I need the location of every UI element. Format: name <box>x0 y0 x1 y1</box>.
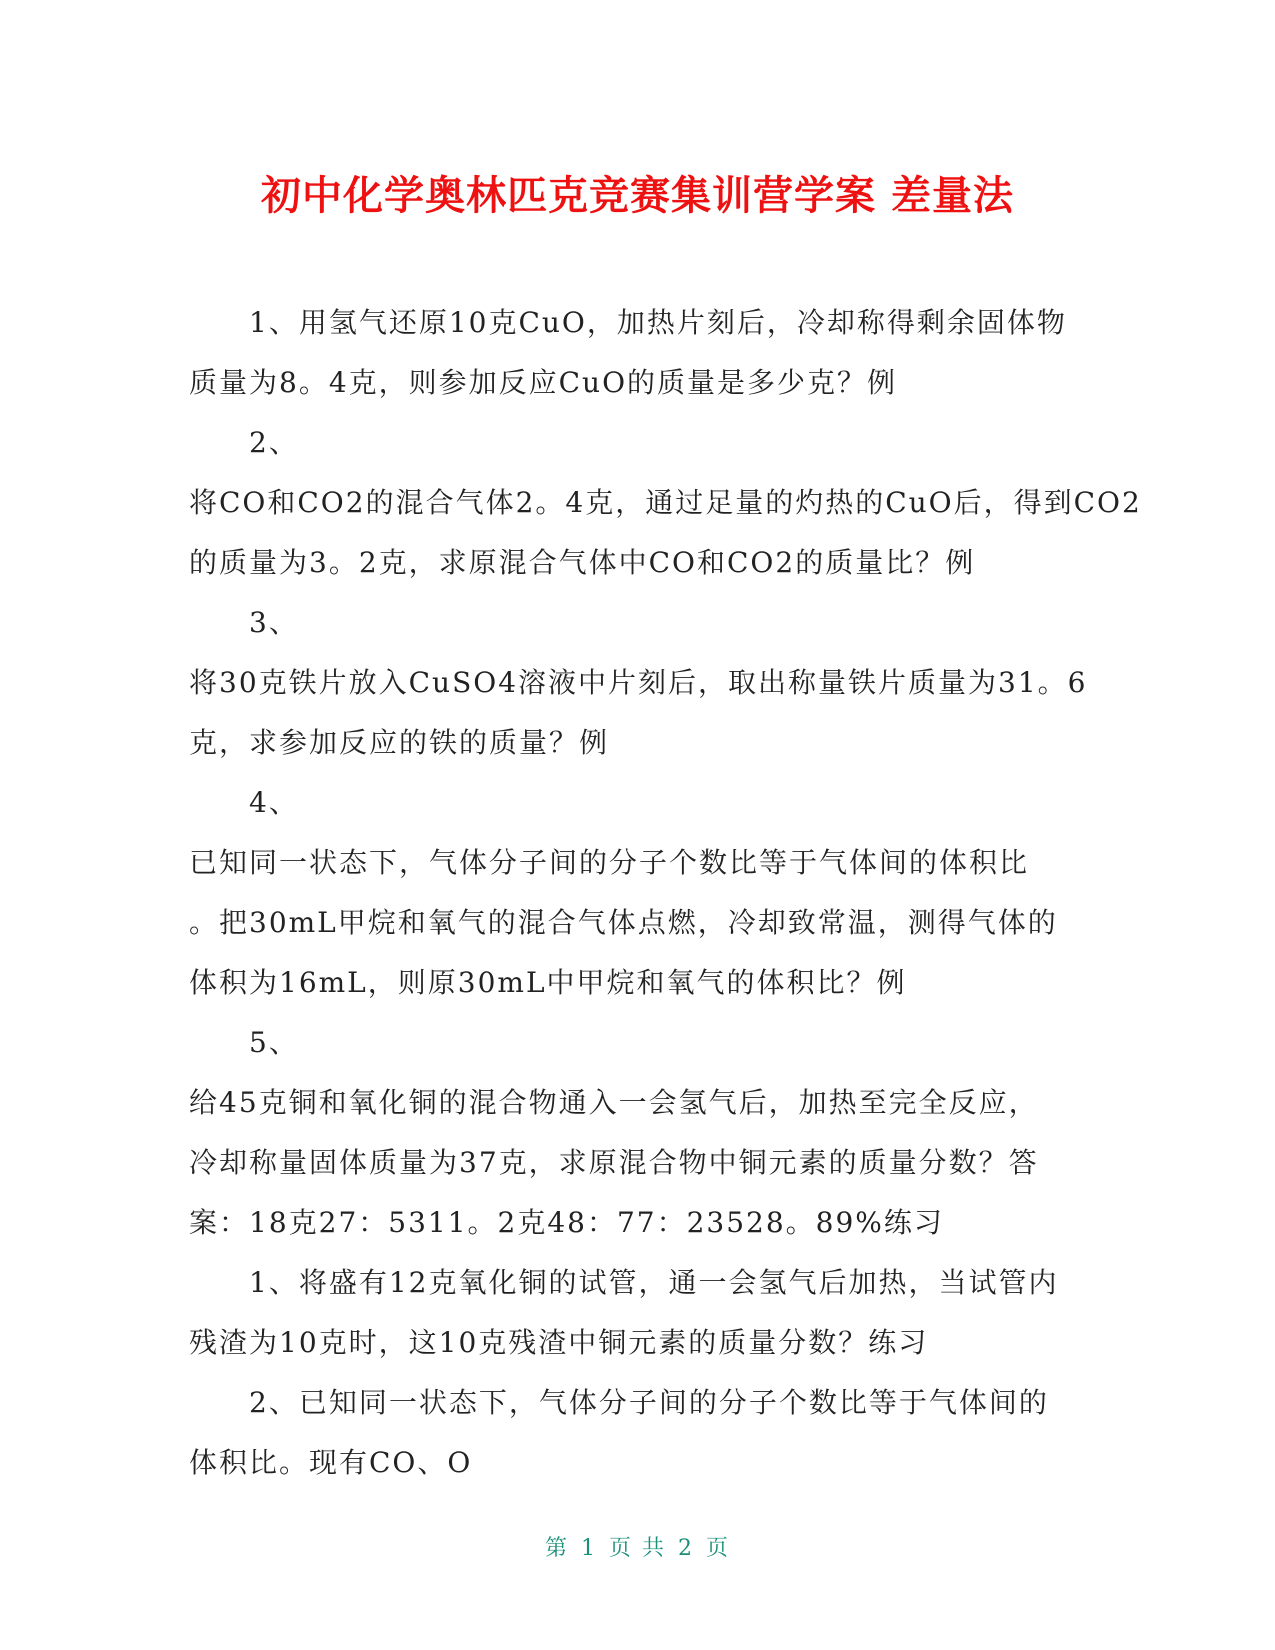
paragraph-line: 冷却称量固体质量为37克，求原混合物中铜元素的质量分数？答 <box>189 1146 1039 1179</box>
footer-suffix: 页 <box>706 1536 731 1561</box>
paragraph-line: 克，求参加反应的铁的质量？例 <box>189 726 610 759</box>
paragraph-line: 1、将盛有12克氧化铜的试管，通一会氢气后加热，当试管内 <box>249 1266 1059 1299</box>
current-page-number: 1 <box>581 1536 597 1561</box>
paragraph-line: 质量为8。4克，则参加反应CuO的质量是多少克？例 <box>189 366 898 399</box>
page-footer <box>0 1534 1275 1564</box>
paragraph-line: 3、 <box>249 606 299 639</box>
document-body <box>189 293 1142 1493</box>
paragraph-line: 。把30mL甲烷和氧气的混合气体点燃，冷却致常温，测得气体的 <box>189 906 1058 939</box>
paragraph-line: 体积比。现有CO、O <box>189 1446 473 1479</box>
paragraph-line: 已知同一状态下，气体分子间的分子个数比等于气体间的体积比 <box>189 846 1030 879</box>
paragraph-line: 5、 <box>249 1026 299 1059</box>
footer-prefix: 第 <box>544 1536 569 1561</box>
paragraph-line: 残渣为10克时，这10克残渣中铜元素的质量分数？练习 <box>189 1326 929 1359</box>
paragraph-line: 体积为16mL，则原30mL中甲烷和氧气的体积比？例 <box>189 966 907 999</box>
paragraph-line: 将CO和CO2的混合气体2。4克，通过足量的灼热的CuO后，得到CO2 <box>189 486 1142 519</box>
paragraph-line: 案：18克27：5311。2克48：77：23528。89%练习 <box>189 1206 944 1239</box>
total-pages-number: 2 <box>678 1536 694 1561</box>
paragraph-line: 1、用氢气还原10克CuO，加热片刻后，冷却称得剩余固体物 <box>249 306 1067 339</box>
footer-mid: 页 共 <box>609 1536 666 1561</box>
paragraph-line: 的质量为3。2克，求原混合气体中CO和CO2的质量比？例 <box>189 546 976 579</box>
paragraph-line: 4、 <box>249 786 299 819</box>
paragraph-line: 将30克铁片放入CuSO4溶液中片刻后，取出称量铁片质量为31。6 <box>189 666 1088 699</box>
page-title: 初中化学奥林匹克竞赛集训营学案 差量法 <box>261 173 1014 219</box>
paragraph-line: 2、 <box>249 426 299 459</box>
paragraph-line: 给45克铜和氧化铜的混合物通入一会氢气后，加热至完全反应， <box>189 1086 1039 1119</box>
paragraph-line: 2、已知同一状态下，气体分子间的分子个数比等于气体间的 <box>249 1386 1049 1419</box>
